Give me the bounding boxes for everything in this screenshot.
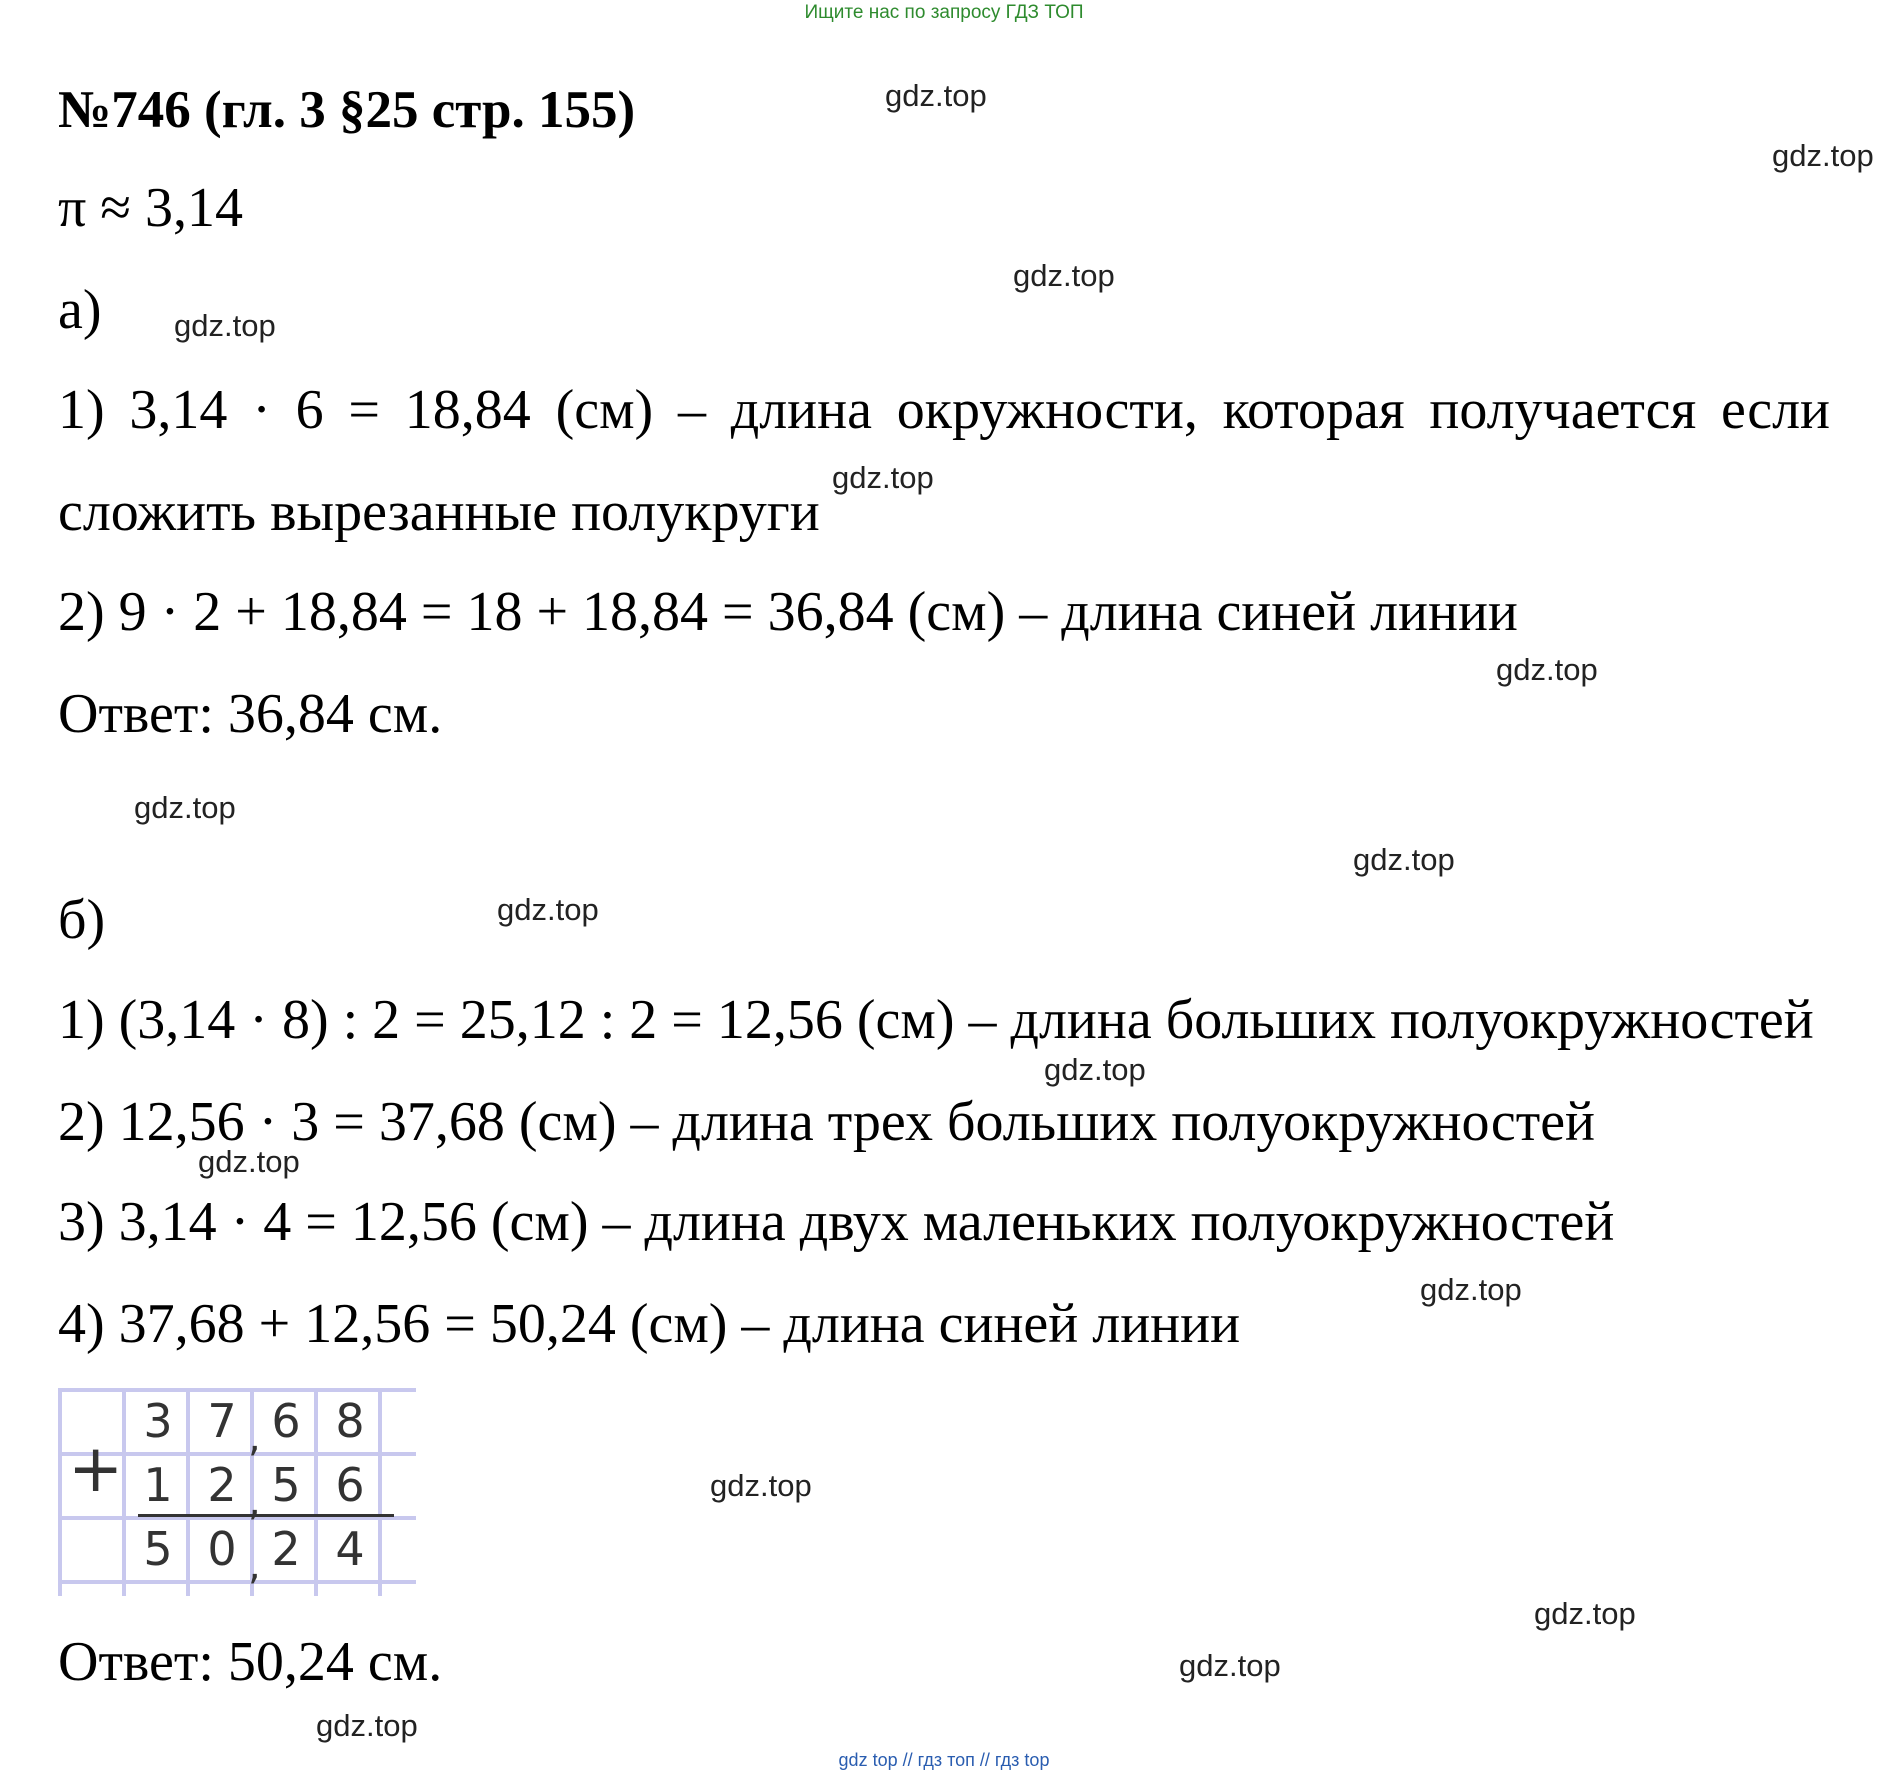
top-banner: Ищите нас по запросу ГДЗ ТОП [804,2,1084,23]
part-a-step-1-line-1: 1) 3,14 · 6 = 18,84 (см) – длина окружности, которая получается если [58,379,1830,441]
watermark: gdz.top [1179,1648,1281,1683]
decimal-comma: , [248,1415,261,1461]
footer-banner: gdz top // гдз топ // гдз top [838,1750,1050,1770]
addend-2-digit: 1 [143,1458,173,1512]
watermark: gdz.top [497,892,599,927]
watermark: gdz.top [316,1708,418,1743]
addend-1-digit: 3 [143,1394,173,1448]
sum-digit: 5 [143,1522,173,1576]
watermark: gdz.top [1353,842,1455,877]
watermark: gdz.top [1534,1596,1636,1631]
watermark: gdz.top [1420,1272,1522,1307]
part-a-step-1-line-2: сложить вырезанные полукруги [58,481,820,543]
addend-2-digit: 5 [271,1458,301,1512]
watermark: gdz.top [1044,1052,1146,1087]
watermark: gdz.top [1772,138,1874,173]
sum-digit: 2 [271,1522,301,1576]
watermark: gdz.top [198,1144,300,1179]
problem-title: №746 (гл. 3 §25 стр. 155) [58,81,636,139]
part-b-step-2: 2) 12,56 · 3 = 37,68 (см) – длина трех больших полуокружностей [58,1091,1596,1153]
watermark: gdz.top [832,460,934,495]
addend-1-digit: 8 [335,1394,365,1448]
part-b-step-4: 4) 37,68 + 12,56 = 50,24 (см) – длина синей линии [58,1293,1241,1355]
plus-sign: + [68,1430,124,1507]
watermark: gdz.top [1013,258,1115,293]
watermark: gdz.top [710,1468,812,1503]
addend-2-digit: 2 [207,1458,237,1512]
addend-2-digit: 6 [335,1458,365,1512]
addend-1-digit: 6 [271,1394,301,1448]
part-a-label: а) [58,279,102,341]
sum-digit: 4 [335,1522,365,1576]
pi-approximation: π ≈ 3,14 [58,177,244,239]
sum-digit: 0 [207,1522,237,1576]
part-a-answer: Ответ: 36,84 см. [58,683,443,745]
part-a-step-2: 2) 9 · 2 + 18,84 = 18 + 18,84 = 36,84 (см) – длина синей линии [58,581,1518,643]
watermark: gdz.top [885,78,987,113]
decimal-comma: , [248,1543,261,1589]
column-addition-grid [58,1388,416,1596]
watermark: gdz.top [1496,652,1598,687]
watermark: gdz.top [174,308,276,343]
addend-1-digit: 7 [207,1394,237,1448]
watermark: gdz.top [134,790,236,825]
part-b-label: б) [58,889,106,951]
part-b-step-3: 3) 3,14 · 4 = 12,56 (см) – длина двух маленьких полуокружностей [58,1191,1615,1253]
decimal-comma: , [248,1479,261,1525]
part-b-step-1: 1) (3,14 · 8) : 2 = 25,12 : 2 = 12,56 (см) – длина больших полуокружностей [58,989,1814,1051]
part-b-answer: Ответ: 50,24 см. [58,1631,443,1693]
